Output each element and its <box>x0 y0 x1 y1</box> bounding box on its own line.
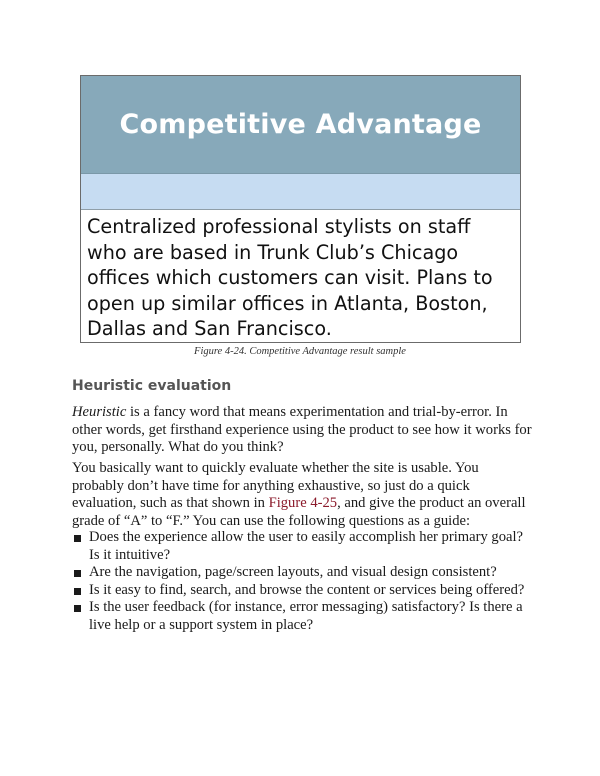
figure-body-line: Centralized professional stylists on staff <box>87 215 471 238</box>
figure-header <box>81 76 520 174</box>
square-bullet-icon <box>74 570 81 577</box>
paragraph-text: is a fancy word that means experimentation and trial-by-error. In other words, get firsthand experience using the product to see how it works for you, personally. What do you think? <box>72 404 532 455</box>
list-item-text: Is it easy to find, search, and browse the content or services being offered? <box>89 581 525 598</box>
list-item-text: Is the user feedback (for instance, error messaging) satisfactory? Is there a live help or a support system in place? <box>89 599 523 633</box>
list-item <box>72 529 532 564</box>
list-item <box>72 599 532 634</box>
list-item-text: Does the experience allow the user to easily accomplish her primary goal? Is it intuitive? <box>89 529 524 563</box>
evaluation-questions-list <box>72 529 532 634</box>
figure-body-line: who are based in Trunk Club’s Chicago <box>87 240 459 264</box>
figure-competitive-advantage <box>80 75 521 343</box>
square-bullet-icon <box>74 605 81 612</box>
square-bullet-icon <box>74 535 81 542</box>
figure-caption: Figure 4-24. Competitive Advantage result sample <box>194 346 406 357</box>
list-item <box>72 582 532 600</box>
paragraph-text: , and give the product an overall grade of “A” to “F.” You can use the following questions as a guide: <box>72 495 526 529</box>
figure-empty-band <box>81 174 520 210</box>
figure-body-line: Dallas and San Francisco. <box>87 317 332 340</box>
figure-body-text <box>81 210 520 342</box>
list-item-text: Are the navigation, page/screen layouts, and visual design consistent? <box>89 564 497 580</box>
section-heading: Heuristic evaluation <box>72 378 232 394</box>
figure-body-line: open up similar offices in Atlanta, Boston, <box>87 291 488 315</box>
figure-4-25-link[interactable]: Figure 4-25 <box>268 495 338 511</box>
paragraph-heuristic-definition <box>72 404 532 457</box>
figure-body-line: offices which customers can visit. Plans to <box>87 266 493 289</box>
paragraph-text: You basically want to quickly evaluate whether the site is usable. You probably don’t have time for anything exhaustive, so just do a quick evaluation, such as that shown in <box>72 460 479 511</box>
figure-header-title: Competitive Advantage <box>119 109 482 140</box>
list-item <box>72 564 532 582</box>
square-bullet-icon <box>74 588 81 595</box>
paragraph-quick-evaluation <box>72 460 532 530</box>
term-heuristic: Heuristic <box>72 404 127 420</box>
